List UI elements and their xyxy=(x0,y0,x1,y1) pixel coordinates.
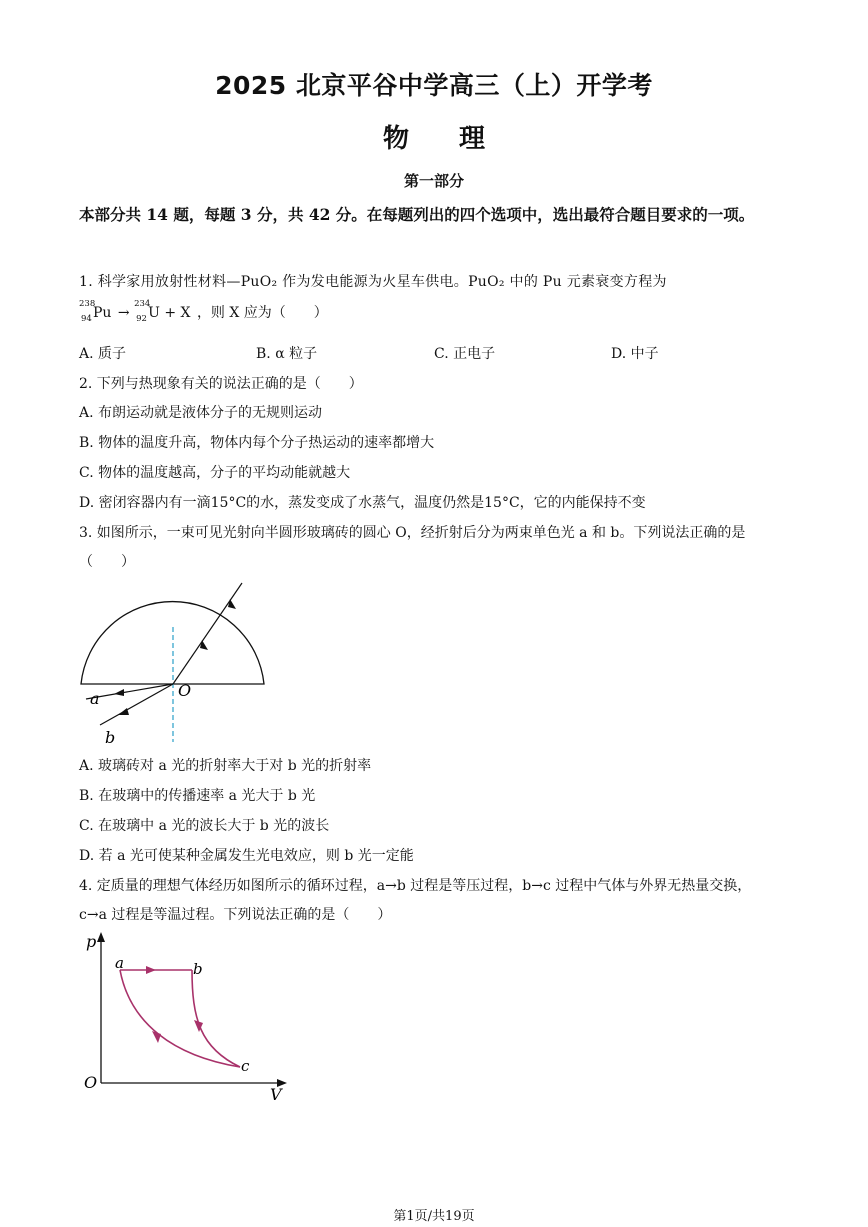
q1-stem: 1. 科学家用放射性材料—PuO₂ 作为发电能源为火星车供电。PuO₂ 中的 Pu 元素衰变方程为 xyxy=(79,274,667,290)
q1-option-d[interactable]: D. 中子 xyxy=(611,346,659,362)
q3-option-b[interactable]: B. 在玻璃中的传播速率 a 光大于 b 光 xyxy=(79,788,316,804)
q4-p-axis-arrow xyxy=(97,932,105,942)
q4-path-ca xyxy=(120,970,240,1067)
q3-label-a: a xyxy=(90,689,100,708)
q4-pv-diagram xyxy=(78,928,293,1103)
q1-option-c[interactable]: C. 正电子 xyxy=(434,346,496,362)
q2-option-c[interactable]: C. 物体的温度越高，分子的平均动能就越大 xyxy=(79,465,351,481)
q4-arrow-ab xyxy=(146,966,156,974)
q1-pu-symbol: Pu xyxy=(93,305,112,321)
q4-label-v: V xyxy=(270,1085,282,1103)
q1-option-a[interactable]: A. 质子 xyxy=(79,346,127,362)
q2-stem: 2. 下列与热现象有关的说法正确的是（ ） xyxy=(79,376,363,392)
q1-pu-mass: 238 xyxy=(79,299,96,309)
exam-title: 2025 北京平谷中学高三（上）开学考 xyxy=(215,71,653,100)
subject-title: 物理 xyxy=(382,124,535,154)
q2-option-a[interactable]: A. 布朗运动就是液体分子的无规则运动 xyxy=(79,405,323,421)
q1-pu-nuclide xyxy=(79,299,112,324)
q1-decay-equation xyxy=(79,299,328,324)
q1-u-z: 92 xyxy=(136,314,147,324)
q3-option-c[interactable]: C. 在玻璃中 a 光的波长大于 b 光的波长 xyxy=(79,818,330,834)
q1-u-symbol: U + X xyxy=(148,305,191,321)
section-heading: 第一部分 xyxy=(403,172,464,190)
q3-ray-a-arrow xyxy=(114,689,124,696)
q4-stem-cont: c→a 过程是等温过程。下列说法正确的是（ ） xyxy=(79,907,392,923)
q4-label-b: b xyxy=(193,960,203,978)
q1-u-mass: 234 xyxy=(134,299,151,309)
q3-incident-arrow-top xyxy=(228,599,236,609)
q1-option-b[interactable]: B. α 粒子 xyxy=(256,346,318,362)
q4-stem: 4. 定质量的理想气体经历如图所示的循环过程，a→b 过程是等压过程，b→c 过程中气体与外界无热量交换， xyxy=(79,878,752,894)
section-instructions: 本部分共 14 题，每题 3 分，共 42 分。在每题列出的四个选项中，选出最符合题目要求的一项。 xyxy=(79,205,755,224)
q4-path-bc xyxy=(192,970,240,1067)
q3-label-b: b xyxy=(105,728,116,747)
q3-label-o: O xyxy=(178,681,192,700)
page-footer: 第1页/共19页 xyxy=(393,1209,475,1224)
q3-option-a[interactable]: A. 玻璃砖对 a 光的折射率大于对 b 光的折射率 xyxy=(79,758,372,774)
q2-option-b[interactable]: B. 物体的温度升高，物体内每个分子热运动的速率都增大 xyxy=(79,435,435,451)
q3-stem-blank: （ ） xyxy=(79,554,135,570)
q1-u-nuclide xyxy=(134,299,191,324)
q3-refraction-diagram xyxy=(70,575,280,750)
q4-label-c: c xyxy=(241,1057,250,1075)
q4-label-p: p xyxy=(86,932,97,951)
q1-arrow: → xyxy=(117,305,130,321)
q4-label-o: O xyxy=(84,1073,98,1092)
q3-incident-ray xyxy=(173,583,242,684)
q3-stem: 3. 如图所示，一束可见光射向半圆形玻璃砖的圆心 O，经折射后分为两束单色光 a 和 b。下列说法正确的是 xyxy=(79,525,746,541)
q4-arrow-ca xyxy=(152,1031,161,1043)
q4-label-a: a xyxy=(115,954,124,972)
q2-option-d[interactable]: D. 密闭容器内有一滴15°C的水，蒸发变成了水蒸气，温度仍然是15°C，它的内能保持不变 xyxy=(79,495,646,511)
q1-pu-z: 94 xyxy=(81,314,92,324)
q3-option-d[interactable]: D. 若 a 光可使某种金属发生光电效应，则 b 光一定能 xyxy=(79,848,414,864)
q3-incident-arrow-mid xyxy=(200,640,208,650)
q1-eq-tail: ，则 X 应为（ ） xyxy=(196,305,328,321)
